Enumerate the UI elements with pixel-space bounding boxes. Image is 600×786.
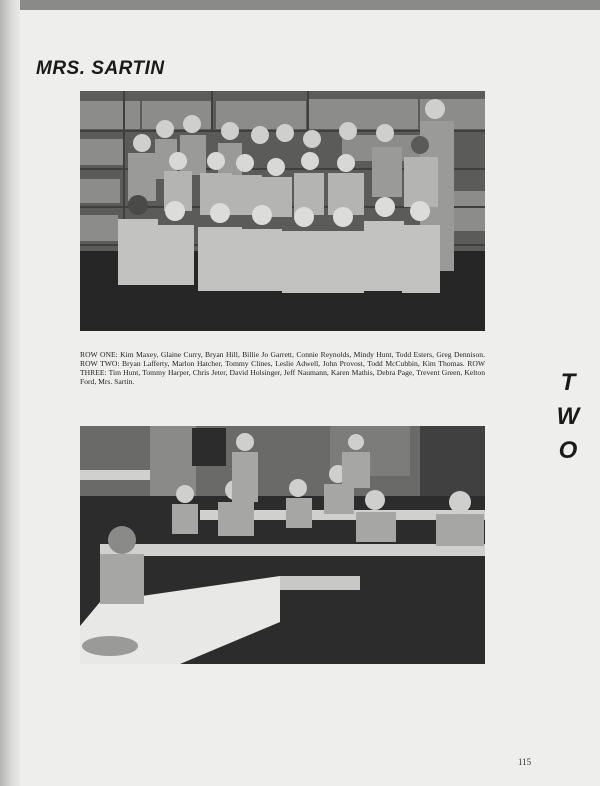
classroom-activity-photo-image [80, 426, 485, 664]
page-top-edge [0, 0, 600, 10]
teacher-heading: MRS. SARTIN [36, 58, 165, 79]
class-group-photo [80, 91, 485, 331]
grade-label-vertical [548, 366, 588, 468]
page-number: 115 [518, 757, 532, 767]
photo-caption: ROW ONE: Kim Maxey, Glaine Curry, Bryan Hill, Billie Jo Garrett, Connie Reynolds, Mindy Hunt, Todd Esters, Greg Dennison. ROW TWO: Bryan Lafferty, Marlon Hatcher, Tommy Clines, Leslie Adwell, John Provost, Todd McCubbin, Kim Thomas. ROW THREE: Tim Hunt, Tommy Harper, Chris Jeter, David Holsinger, Jeff Naumann, Karen Mathis, Debra Page, Trevent Green, Kelton Ford, Mrs. Sartin. [80, 349, 485, 386]
grade-letter-t: T [560, 369, 576, 396]
book-spine-shadow [0, 0, 20, 786]
class-group-photo-image [80, 91, 485, 331]
grade-letter-o: O [558, 437, 578, 464]
grade-letter-w: W [556, 403, 580, 430]
classroom-activity-photo [80, 426, 485, 664]
